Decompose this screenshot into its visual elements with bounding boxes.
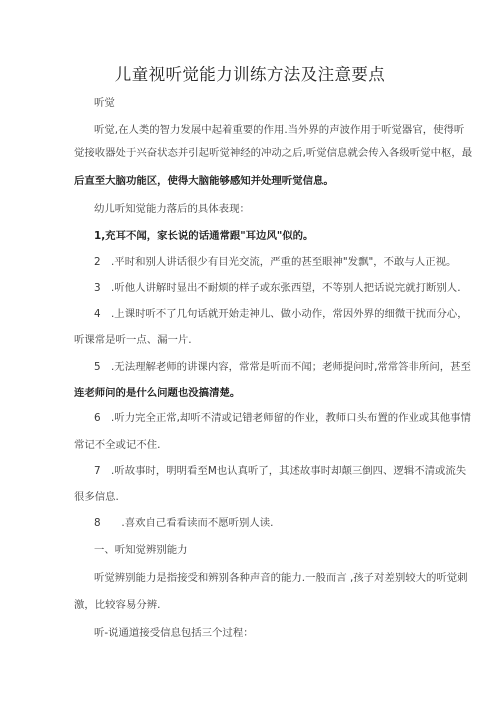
page-title: 儿童视听觉能力训练方法及注意要点	[114, 65, 386, 84]
intro-line-2: 觉接收器处于兴奋状态并引起听觉神经的冲动之后,听觉信息就会传入各级听觉中枢，最	[74, 147, 473, 159]
list-item-2: 2 .平时和别人讲话很少有目光交流，严重的甚至眼神"发飘"，不敢与人正视。	[94, 256, 457, 268]
section-1-line-3: 听-说通道接受信息包括三个过程：	[94, 627, 254, 639]
list-item-6-line-2: 常记不全或记不住.	[74, 439, 161, 451]
list-item-1: 1,充耳不闻，家长说的话通常跟"耳边风"似的。	[94, 230, 314, 242]
list-item-7-line-1: 7 .听故事时，明明看至M也认真听了，其述故事时却颠三倒四、逻辑不清或流失	[94, 465, 467, 477]
section-1-line-2: 激，比较容易分辨.	[74, 599, 161, 611]
list-item-7-line-2: 很多信息.	[74, 491, 119, 503]
symptoms-intro: 幼儿听知觉能力落后的具体表现：	[94, 203, 250, 215]
list-item-4-line-1: 4 .上课时听不了几句话就开始走神儿、做小动作，常因外界的细微干扰而分心，	[94, 308, 468, 320]
list-item-5-line-1: 5 .无法理解老师的讲课内容，常常是听而不闻；老师提问时,常常答非所问，甚至	[94, 361, 471, 373]
list-item-4-line-2: 听课常是听一点、漏一片.	[74, 334, 192, 346]
intro-line-3: 后直至大脑功能区，使得大脑能够感知并处理听觉信息。	[74, 175, 334, 187]
list-item-3: 3 .听他人讲解时显出不耐烦的样子或东张西望，不等别人把话说完就打断别人.	[94, 282, 461, 294]
list-item-5-line-2: 连老师问的是什么问题也没搞清楚。	[74, 387, 241, 399]
section-1-line-1: 听觉辨别能力是指接受和辨别各种声音的能力.一般而言 ,孩子对差别较大的听觉刺	[94, 572, 468, 584]
section-1-heading: 一、听知觉辨别能力	[94, 544, 188, 556]
list-item-6-line-1: 6 .听力完全正常,却听不清或记错老师留的作业，教师口头布置的作业或其他事情	[94, 412, 471, 424]
intro-line-1: 听觉,在人类的智力发展中起着重要的作用.当外界的声波作用于听觉器官，使得听	[94, 124, 465, 136]
heading-hearing: 听觉	[94, 97, 115, 109]
list-item-8: 8 .喜欢自己看看读而不愿听别人读.	[94, 517, 274, 529]
